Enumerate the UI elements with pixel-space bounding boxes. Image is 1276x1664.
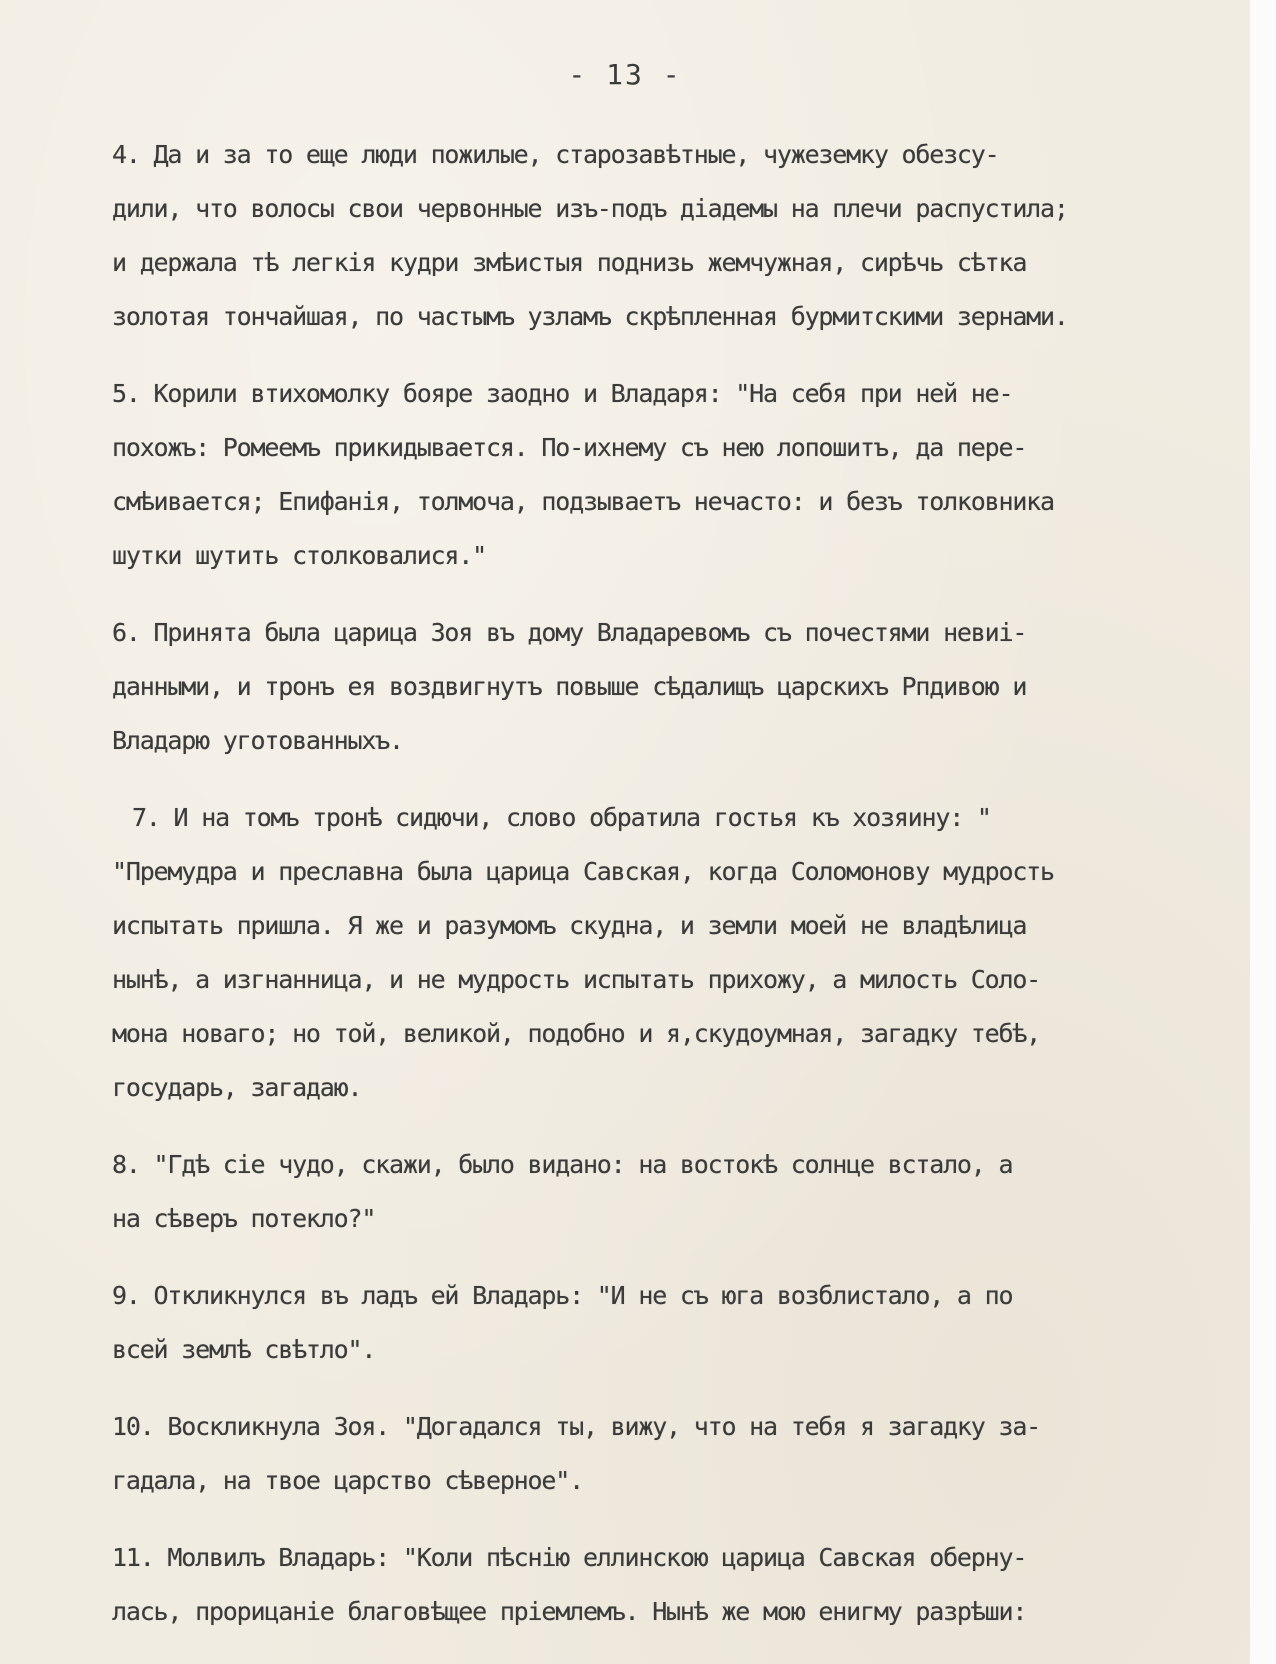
text-line: 11. Молвилъ Владарь: "Коли пѣснію еллинскою царица Савская оберну-: [112, 1543, 1027, 1572]
paragraph-10: [112, 1400, 1232, 1508]
text-line: 6. Принята была царица Зоя въ дому Владаревомъ съ почестями невиі-: [112, 618, 1027, 647]
paragraph-5: [112, 367, 1232, 583]
text-line: испытать пришла. Я же и разумомъ скудна, и земли моей не владѣлица: [112, 911, 1027, 940]
text-line: 10. Воскликнула Зоя. "Догадался ты, вижу, что на тебя я загадку за-: [112, 1412, 1041, 1441]
paragraph-9: [112, 1269, 1232, 1377]
text-line: государь, загадаю.: [112, 1073, 362, 1102]
text-line: смѣивается; Епифанія, толмоча, подзываетъ нечасто: и безъ толковника: [112, 487, 1054, 516]
text-line: и держала тѣ легкія кудри змѣистыя поднизь жемчужная, сирѣчь сѣтка: [112, 248, 1027, 277]
text-line: 5. Корили втихомолку бояре заодно и Владаря: "На себя при ней не-: [112, 379, 1013, 408]
text-line: данными, и тронъ ея воздвигнутъ повыше сѣдалищъ царскихъ Рпдивою и: [112, 672, 1027, 701]
text-line: всей землѣ свѣтло".: [112, 1335, 376, 1364]
text-line: нынѣ, а изгнанница, и не мудрость испытать прихожу, а милость Соло-: [112, 965, 1041, 994]
paragraph-11: [112, 1531, 1232, 1639]
paragraph-7: [112, 791, 1232, 1115]
text-line: 4. Да и за то еще люди пожилые, старозавѣтные, чужеземку обезсу-: [112, 140, 999, 169]
page-number: - 13 -: [568, 58, 682, 91]
document-body: [112, 128, 1232, 1662]
text-line: мона новаго; но той, великой, подобно и я,скудоумная, загадку тебѣ,: [112, 1019, 1041, 1048]
text-line: лась, прорицаніе благовѣщее пріемлемъ. Нынѣ же мою енигму разрѣши:: [112, 1597, 1027, 1626]
text-line: 7. И на томъ тронѣ сидючи, слово обратила гостья къ хозяину: ": [132, 803, 991, 832]
paragraph-8: [112, 1138, 1232, 1246]
text-line: дили, что волосы свои червонные изъ-подъ діадемы на плечи распустила;: [112, 194, 1068, 223]
text-line: на сѣверъ потекло?": [112, 1204, 376, 1233]
paragraph-6: [112, 606, 1232, 768]
paragraph-4: [112, 128, 1232, 344]
text-line: золотая тончайшая, по частымъ узламъ скрѣпленная бурмитскими зернами.: [112, 302, 1068, 331]
text-line: Владарю уготованныхъ.: [112, 726, 403, 755]
text-line: похожъ: Ромеемъ прикидывается. По-ихнему съ нею лопошитъ, да пере-: [112, 433, 1027, 462]
text-line: гадала, на твое царство сѣверное".: [112, 1466, 583, 1495]
text-line: 9. Откликнулся въ ладъ ей Владарь: "И не съ юга возблистало, а по: [112, 1281, 1013, 1310]
text-line: шутки шутить столковалися.": [112, 541, 486, 570]
text-line: "Премудра и преславна была царица Савская, когда Соломонову мудрость: [112, 857, 1054, 886]
text-line: 8. "Гдѣ сіе чудо, скажи, было видано: на востокѣ солнце встало, а: [112, 1150, 1013, 1179]
